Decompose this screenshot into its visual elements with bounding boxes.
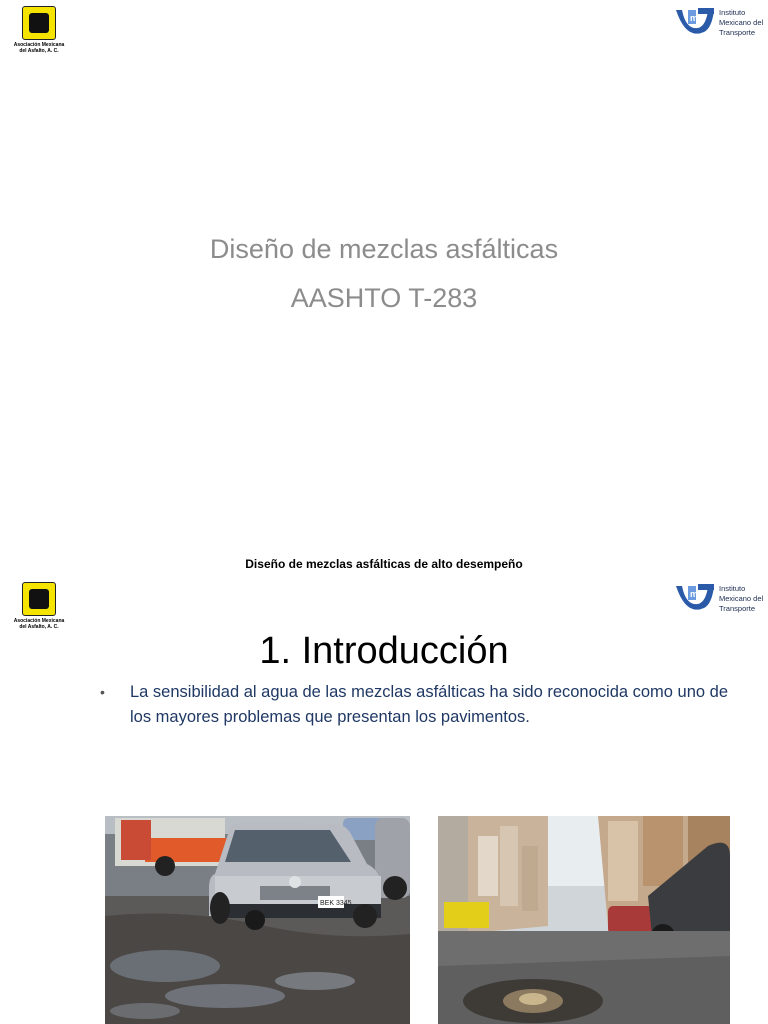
slide-footer: Diseño de mezclas asfálticas de alto desempeño	[245, 557, 523, 571]
slide-heading: 1. Introducción	[259, 630, 509, 672]
imt-logo-icon	[674, 6, 716, 40]
amaac-logo-icon	[22, 6, 56, 40]
amaac-logo-line2: del Asfalto, A. C.	[19, 48, 59, 54]
slide-subtitle: AASHTO T-283	[290, 283, 478, 313]
imt-logo-line3: Transporte	[719, 28, 755, 37]
imt-logo-line2: Mexicano del	[719, 594, 764, 603]
imt-logo-line1: Instituto	[719, 8, 746, 17]
bullet-icon: •	[100, 684, 105, 700]
amaac-logo-line1: Asociación Mexicana	[13, 618, 65, 624]
amaac-logo-icon	[22, 582, 56, 616]
imt-logo-line2: Mexicano del	[719, 18, 764, 27]
imt-logo	[672, 4, 764, 42]
amaac-logo-line1: Asociación Mexicana	[13, 42, 65, 48]
amaac-logo	[4, 582, 74, 630]
license-plate: BEK 3345	[320, 900, 352, 907]
imt-logo-line3: Transporte	[719, 604, 755, 613]
svg-text:mt: mt	[690, 13, 701, 23]
street-with-car-photo	[105, 816, 410, 1024]
content-slide	[0, 576, 768, 1024]
amaac-logo	[4, 6, 74, 54]
imt-logo	[672, 580, 764, 618]
slide-title: Diseño de mezclas asfálticas	[209, 234, 559, 264]
street-pothole-photo	[438, 816, 730, 1024]
imt-logo-icon	[674, 582, 716, 616]
bullet-text: La sensibilidad al agua de las mezclas asfálticas ha sido reconocida como uno de los mayores problemas que presentan los pavimentos.	[130, 683, 729, 726]
imt-logo-line1: Instituto	[719, 584, 746, 593]
svg-text:mt: mt	[690, 589, 701, 599]
amaac-logo-line2: del Asfalto, A. C.	[19, 624, 59, 630]
